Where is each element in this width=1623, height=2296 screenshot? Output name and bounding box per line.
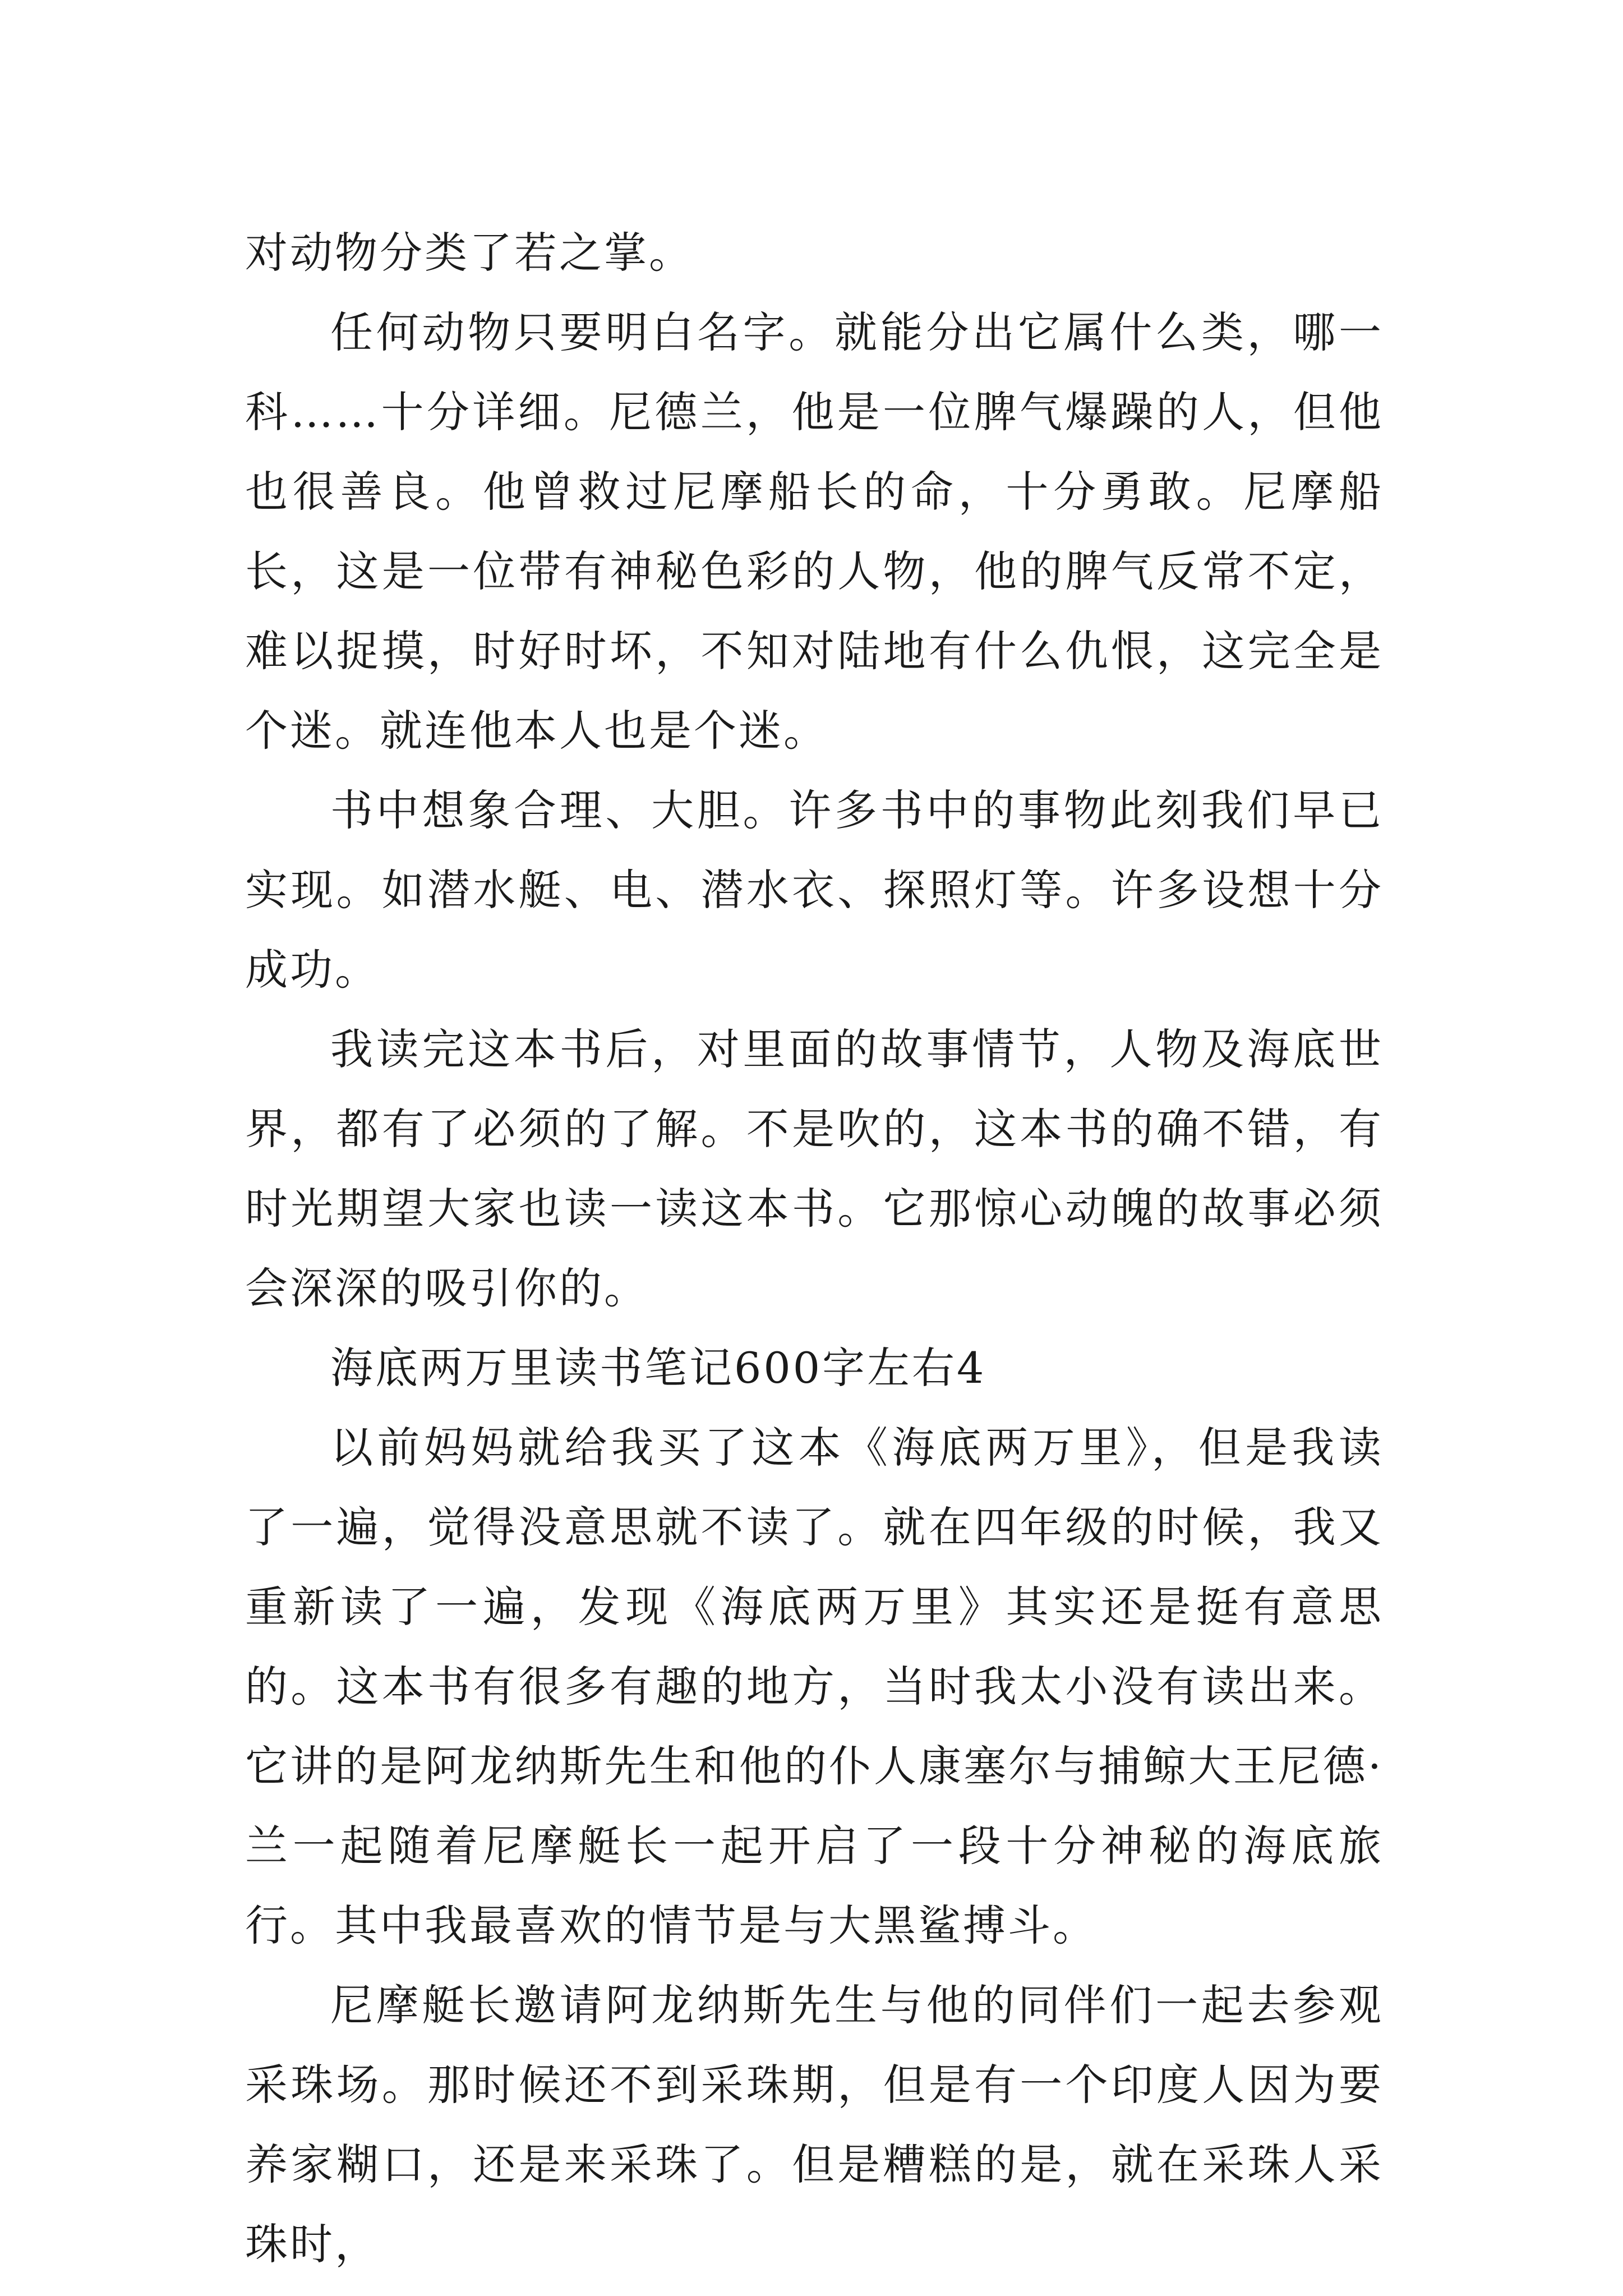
paragraph-continuation: 对动物分类了若之掌。 [245,228,694,278]
paragraph-pearl-field: 尼摩艇长邀请阿龙纳斯先生与他的同伴们一起去参观采珠场。那时候还不到采珠期，但是有一个印度人因为要养家糊口，还是来采珠了。但是糟糕的是，就在采珠人采珠时， [245,1980,1384,2269]
paragraph-conclusion: 我读完这本书后，对里面的故事情节，人物及海底世界，都有了必须的了解。不是吹的，这本书的确不错，有时光期望大家也读一读这本书。它那惊心动魄的故事必须会深深的吸引你的。 [245,1024,1384,1313]
paragraph-imagination: 书中想象合理、大胆。许多书中的事物此刻我们早已实现。如潜水艇、电、潜水衣、探照灯等。许多设想十分成功。 [245,785,1384,995]
paragraph-intro: 以前妈妈就给我买了这本《海底两万里》，但是我读了一遍，觉得没意思就不读了。就在四年级的时候，我又重新读了一遍，发现《海底两万里》其实还是挺有意思的。这本书有很多有趣的地方，当时我太小没有读出来。它讲的是阿龙纳斯先生和他的仆人康塞尔与捕鲸大王尼德·兰一起随着尼摩艇长一起开启了一段十分神秘的海底旅行。其中我最喜欢的情节是与大黑鲨搏斗。 [245,1423,1384,1950]
paragraph-characters: 任何动物只要明白名字。就能分出它属什么类，哪一科……十分详细。尼德兰，他是一位脾气爆躁的人，但他也很善良。他曾救过尼摩船长的命，十分勇敢。尼摩船长，这是一位带有神秘色彩的人物，他的脾气反常不定，难以捉摸，时好时坏，不知对陆地有什么仇恨，这完全是个迷。就连他本人也是个迷。 [245,307,1384,756]
section-heading: 海底两万里读书笔记600字左右4 [330,1343,986,1393]
document-body [245,213,1384,2284]
